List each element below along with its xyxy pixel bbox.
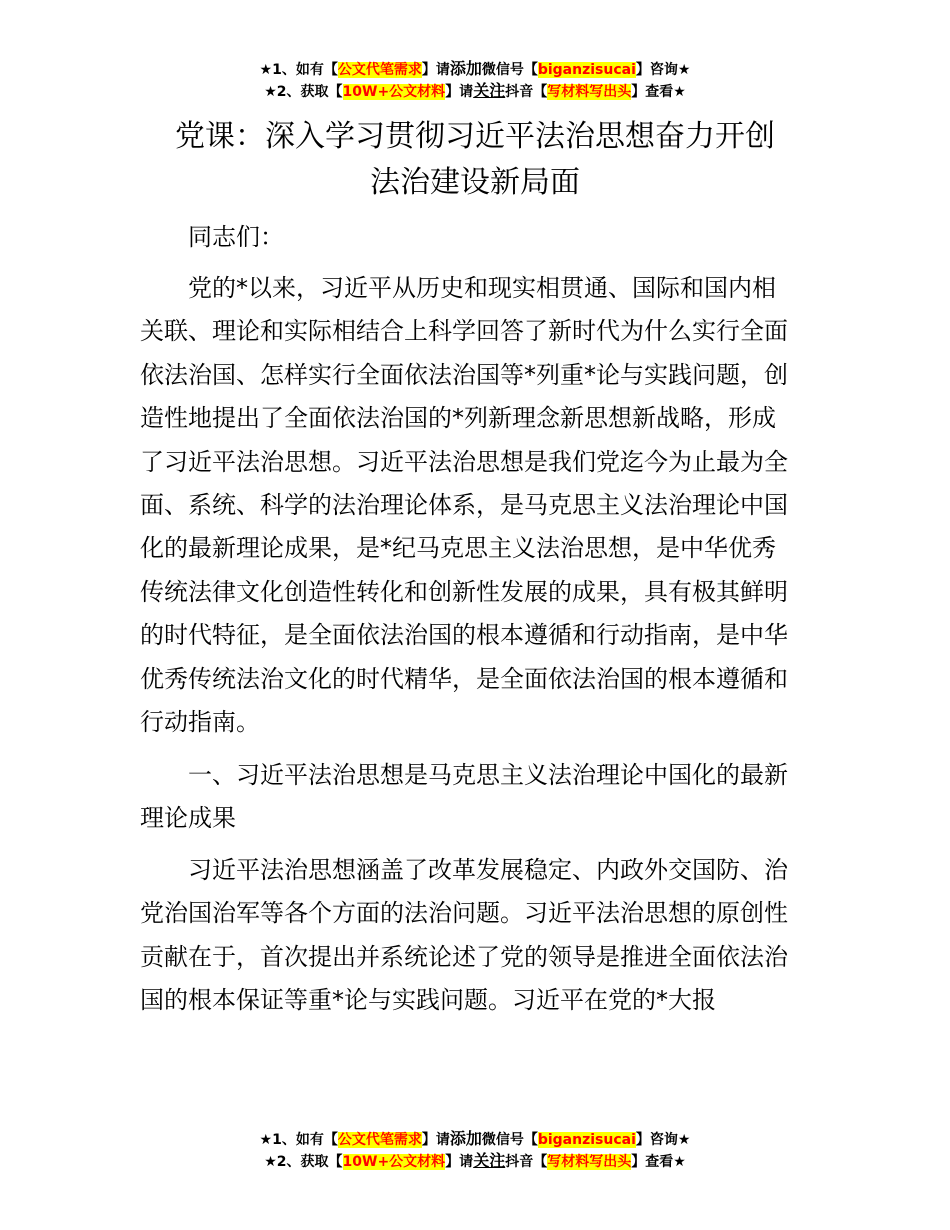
banner-text: ★2、获取【 [264,1154,343,1170]
banner-text: ★1、如有【 [259,62,338,78]
banner-text: 微信号【 [481,1132,538,1148]
banner-wechat-id: biganzisucai [537,1132,636,1148]
title-line: 法治建设新局面 [370,165,580,200]
banner-highlight: 公文代笔需求 [337,62,422,78]
banner-text: 】查看★ [631,84,686,100]
paragraph-line: 国的根本保证等重*论与实践问题。习近平在党的*大报 [140,986,716,1015]
banner-highlight: 公文代笔需求 [337,1132,422,1148]
banner-text: 微信号【 [481,62,538,78]
paragraph-line: 关联、理论和实际相结合上科学回答了新时代为什么实行全面 [140,317,788,346]
heading-line: 一、习近平法治思想是马克思主义法治理论中国化的最新 [188,761,788,789]
banner-emphasis: 添加 [449,1129,482,1148]
banner-line-1 [0,58,950,80]
paragraph-line: 贡献在于，首次提出并系统论述了党的领导是推进全面依法治 [140,942,788,971]
banner-text: 】咨询★ [635,62,691,78]
paragraph-line: 面、系统、科学的法治理论体系，是马克思主义法治理论中国 [140,490,788,519]
paragraph-line: 优秀传统法治文化的时代精华，是全面依法治国的根本遵循和 [140,664,788,693]
banner-text: 】请 [421,62,450,78]
banner-text: 抖音【 [505,84,548,100]
banner-text: ★1、如有【 [259,1132,338,1148]
section-heading-1 [140,754,820,841]
footer-banner [0,1128,950,1172]
paragraph-2 [140,849,820,1023]
greeting [140,216,820,259]
document-title [140,114,810,206]
banner-line-2 [0,1150,950,1172]
banner-highlight: 10W+公文材料 [342,84,446,100]
paragraph-line: 的时代特征，是全面依法治国的根本遵循和行动指南，是中华 [140,621,788,650]
banner-text: 抖音【 [505,1154,548,1170]
banner-wechat-id: biganzisucai [537,62,636,78]
banner-emphasis: 添加 [449,59,482,78]
paragraph-line: 传统法律文化创造性转化和创新性发展的成果，具有极其鲜明 [140,577,788,606]
banner-text: 】请 [445,1154,474,1170]
paragraph-1 [140,267,820,744]
greeting-text: 同志们： [188,223,284,251]
header-banner [0,58,950,102]
banner-line-1 [0,1128,950,1150]
banner-text: 】咨询★ [635,1132,691,1148]
paragraph-line: 了习近平法治思想。习近平法治思想是我们党迄今为止最为全 [140,447,788,476]
paragraph-line: 党治国治军等各个方面的法治问题。习近平法治思想的原创性 [140,899,788,928]
paragraph-line: 造性地提出了全面依法治国的*列新理念新思想新战略，形成 [140,404,776,433]
banner-text: ★2、获取【 [264,84,343,100]
paragraph-line: 党的*以来，习近平从历史和现实相贯通、国际和国内相 [188,274,776,302]
paragraph-line: 行动指南。 [140,707,260,736]
banner-douyin-id: 写材料写出头 [547,84,632,100]
banner-emphasis: 关注 [473,81,506,100]
banner-text: 】查看★ [631,1154,686,1170]
banner-text: 】请 [421,1132,450,1148]
banner-emphasis: 关注 [473,1151,506,1170]
paragraph-line: 依法治国、怎样实行全面依法治国等*列重*论与实践问题，创 [140,360,788,389]
banner-line-2 [0,80,950,102]
heading-line: 理论成果 [140,804,236,833]
paragraph-line: 习近平法治思想涵盖了改革发展稳定、内政外交国防、治 [188,856,788,884]
banner-text: 】请 [445,84,474,100]
title-line: 党课：深入学习贯彻习近平法治思想奋力开创 [175,119,775,154]
banner-douyin-id: 写材料写出头 [547,1154,632,1170]
banner-highlight: 10W+公文材料 [342,1154,446,1170]
paragraph-line: 化的最新理论成果，是*纪马克思主义法治思想，是中华优秀 [140,534,776,563]
